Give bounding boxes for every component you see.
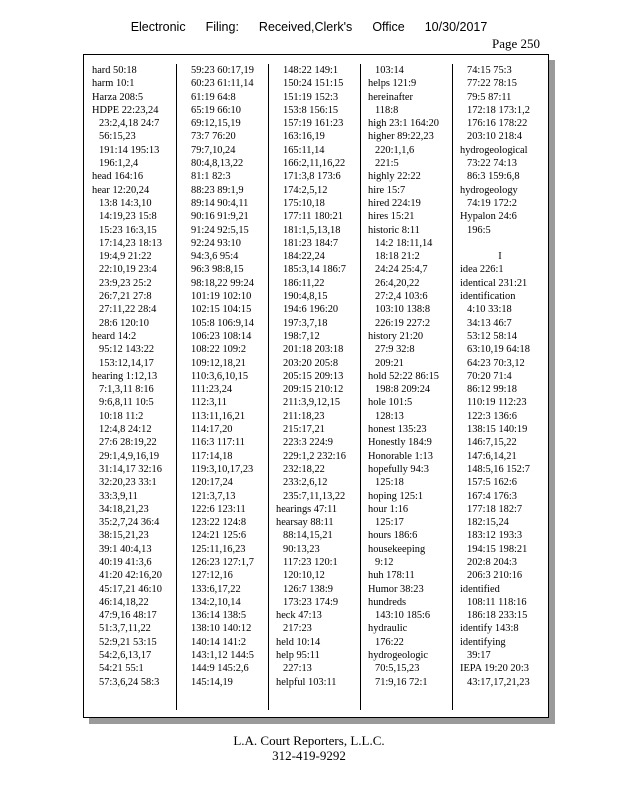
index-page-refs: 102:15 104:15 — [191, 304, 252, 316]
index-entry: higher 89:22,23 — [368, 131, 434, 143]
index-page-refs: 54:21 55:1 — [99, 663, 144, 675]
index-page-refs: 23:9,23 25:2 — [99, 277, 152, 289]
index-page-refs: 211:18,23 — [283, 410, 325, 422]
index-page-refs: 38:15,21,23 — [99, 530, 149, 542]
index-entry: helpful 103:11 — [276, 676, 337, 688]
index-page-refs: 186:11,22 — [283, 277, 325, 289]
index-page-refs: 191:14 195:13 — [99, 144, 160, 156]
index-entry: hole 101:5 — [368, 397, 413, 409]
index-entry: IEPA 19:20 20:3 — [460, 663, 529, 675]
index-column-3 — [273, 64, 361, 710]
index-page-refs: 73:22 74:13 — [467, 158, 517, 170]
index-entry: historic 8:11 — [368, 224, 420, 236]
index-page-refs: 201:18 203:18 — [283, 344, 344, 356]
index-page-refs: 211:3,9,12,15 — [283, 397, 341, 409]
index-page-refs: 43:17,17,21,23 — [467, 676, 530, 688]
index-entry: hearsay 88:11 — [276, 517, 334, 529]
index-page-refs: 33:3,9,11 — [99, 490, 138, 502]
index-page-refs: 79:5 87:11 — [467, 91, 512, 103]
index-page-refs: 32:20,23 33:1 — [99, 477, 157, 489]
index-entry: honest 135:23 — [368, 424, 427, 436]
index-page-refs: 209:21 — [375, 357, 404, 369]
index-page-refs: 110:19 112:23 — [467, 397, 527, 409]
index-page-refs: 22:10,19 23:4 — [99, 264, 157, 276]
index-entry: hydrogeologic — [368, 650, 429, 662]
index-page-refs: 14:19,23 15:8 — [99, 211, 157, 223]
index-page-refs: 194:6 196:20 — [283, 304, 339, 316]
index-column-2 — [181, 64, 269, 710]
index-page-refs: 96:3 98:8,15 — [191, 264, 244, 276]
index-entry: identifying — [460, 636, 506, 648]
index-page-refs: 103:14 — [375, 65, 404, 76]
index-page-refs: 125:18 — [375, 477, 404, 489]
index-entry: hours 186:6 — [368, 530, 418, 542]
index-entry: housekeeping — [368, 543, 426, 555]
index-page-refs: 79:7,10,24 — [191, 144, 236, 156]
index-page-refs: 174:2,5,12 — [283, 184, 328, 196]
index-page-refs: 128:13 — [375, 410, 404, 422]
index-page-refs: 134:2,10,14 — [191, 596, 241, 608]
index-page-refs: 26:4,20,22 — [375, 277, 420, 289]
index-page-refs: 63:10,19 64:18 — [467, 344, 530, 356]
index-page-refs: 226:19 227:2 — [375, 317, 431, 329]
index-page-refs: 205:15 209:13 — [283, 370, 344, 382]
header-electronic: Electronic — [130, 20, 186, 34]
index-page-refs: 4:10 33:18 — [467, 304, 512, 316]
header-filing: Filing: — [205, 20, 239, 34]
index-page-refs: 177:18 182:7 — [467, 503, 523, 515]
index-page-refs: 52:9,21 53:15 — [99, 636, 157, 648]
index-page-refs: 27:11,22 28:4 — [99, 304, 157, 316]
index-page-refs: 233:2,6,12 — [283, 477, 328, 489]
index-page-refs: 17:14,23 18:13 — [99, 237, 162, 249]
index-page-refs: 140:14 141:2 — [191, 636, 247, 648]
index-page-refs: 71:9,16 72:1 — [375, 676, 428, 688]
index-entry: identical 231:21 — [460, 277, 528, 289]
index-entry: harm 10:1 — [92, 78, 135, 90]
index-page-refs: 89:14 90:4,11 — [191, 197, 249, 209]
index-entry: huh 178:11 — [368, 570, 415, 582]
index-entry: Hypalon 24:6 — [460, 211, 517, 223]
index-page-refs: 56:15,23 — [99, 131, 136, 143]
index-page-refs: 9:12 — [375, 556, 394, 568]
section-letter: I — [498, 251, 502, 263]
index-page-refs: 196:5 — [467, 224, 491, 236]
index-entry: hydraulic — [368, 623, 408, 635]
index-entry: hoping 125:1 — [368, 490, 424, 502]
footer — [0, 733, 618, 763]
index-page-refs: 95:12 143:22 — [99, 344, 155, 356]
index-entry: history 21:20 — [368, 330, 424, 342]
index-page-refs: 23:2,4,18 24:7 — [99, 118, 160, 130]
index-entry: high 23:1 164:20 — [368, 118, 440, 130]
filing-stamp-header — [0, 20, 618, 34]
index-page-refs: 34:18,21,23 — [99, 503, 149, 515]
index-entry: highly 22:22 — [368, 171, 421, 183]
index-page-refs: 116:3 117:11 — [191, 437, 245, 449]
index-page-refs: 153:12,14,17 — [99, 357, 154, 369]
index-page-refs: 7:1,3,11 8:16 — [99, 384, 154, 396]
index-page-refs: 29:1,4,9,16,19 — [99, 450, 160, 462]
index-page-refs: 88:14,15,21 — [283, 530, 333, 542]
index-page-refs: 34:13 46:7 — [467, 317, 512, 329]
index-page-refs: 125:17 — [375, 517, 404, 529]
index-page-refs: 24:24 25:4,7 — [375, 264, 428, 276]
index-page-refs: 46:14,18,22 — [99, 596, 149, 608]
index-page-refs: 70:20 71:4 — [467, 370, 512, 382]
index-page-refs: 120:17,24 — [191, 477, 233, 489]
index-page-refs: 122:6 123:11 — [191, 503, 246, 515]
index-page-refs: 146:7,15,22 — [467, 437, 517, 449]
index-page-refs: 181:23 184:7 — [283, 237, 339, 249]
index-page-refs: 80:4,8,13,22 — [191, 158, 244, 170]
index-page-refs: 51:3,7,11,22 — [99, 623, 151, 635]
index-page-refs: 171:3,8 173:6 — [283, 171, 341, 183]
index-page-refs: 223:3 224:9 — [283, 437, 333, 449]
index-page-refs: 202:8 204:3 — [467, 556, 517, 568]
index-entry: hundreds — [368, 596, 407, 608]
index-page-refs: 176:22 — [375, 636, 404, 648]
index-page-refs: 18:18 21:2 — [375, 251, 420, 263]
index-page-refs: 47:9,16 48:17 — [99, 610, 157, 622]
word-index-box — [83, 54, 549, 718]
index-page-refs: 120:10,12 — [283, 570, 325, 582]
header-date: 10/30/2017 — [424, 20, 488, 34]
index-page-refs: 59:23 60:17,19 — [191, 65, 254, 76]
index-page-refs: 176:16 178:22 — [467, 118, 528, 130]
index-entry: hereinafter — [368, 91, 413, 103]
index-entry: hired 224:19 — [368, 197, 421, 209]
index-page-refs: 144:9 145:2,6 — [191, 663, 249, 675]
index-entry: hour 1:16 — [368, 503, 409, 515]
index-page-refs: 39:17 — [467, 650, 491, 662]
index-entry: hydrogeology — [460, 184, 518, 196]
index-entry: idea 226:1 — [460, 264, 504, 276]
index-page-refs: 94:3,6 95:4 — [191, 251, 239, 263]
index-page-refs: 153:8 156:15 — [283, 104, 339, 116]
index-page-refs: 121:3,7,13 — [191, 490, 236, 502]
index-page-refs: 103:10 138:8 — [375, 304, 431, 316]
index-entry: identification — [460, 291, 516, 303]
index-page-refs: 60:23 61:11,14 — [191, 78, 254, 90]
index-page-refs: 183:12 193:3 — [467, 530, 523, 542]
index-page-refs: 145:14,19 — [191, 676, 233, 688]
index-page-refs: 10:18 11:2 — [99, 410, 144, 422]
index-page-refs: 26:7,21 27:8 — [99, 291, 152, 303]
index-page-refs: 143:1,12 144:5 — [191, 650, 254, 662]
index-page-refs: 143:10 185:6 — [375, 610, 431, 622]
index-entry: held 10:14 — [276, 636, 321, 648]
index-page-refs: 74:19 172:2 — [467, 197, 517, 209]
index-page-refs: 86:12 99:18 — [467, 384, 517, 396]
index-page-refs: 117:14,18 — [191, 450, 233, 462]
index-page-refs: 203:20 205:8 — [283, 357, 339, 369]
index-page-refs: 113:11,16,21 — [191, 410, 246, 422]
index-page-refs: 227:13 — [283, 663, 312, 675]
index-page-refs: 182:15,24 — [467, 517, 509, 529]
index-page-refs: 235:7,11,13,22 — [283, 490, 346, 502]
index-page-refs: 148:22 149:1 — [283, 65, 339, 76]
index-page-refs: 185:3,14 186:7 — [283, 264, 346, 276]
index-page-refs: 106:23 108:14 — [191, 330, 252, 342]
index-page-refs: 101:19 102:10 — [191, 291, 252, 303]
index-page-refs: 27:6 28:19,22 — [99, 437, 157, 449]
index-page-refs: 14:2 18:11,14 — [375, 237, 433, 249]
index-page-refs: 45:17,21 46:10 — [99, 583, 162, 595]
index-page-refs: 40:19 41:3,6 — [99, 556, 152, 568]
index-entry: hire 15:7 — [368, 184, 406, 196]
index-page-refs: 147:6,14,21 — [467, 450, 517, 462]
index-entry: Honestly 184:9 — [368, 437, 432, 449]
index-page-refs: 122:3 136:6 — [467, 410, 517, 422]
index-page-refs: 196:1,2,4 — [99, 158, 139, 170]
header-office: Office — [372, 20, 405, 34]
index-page-refs: 167:4 176:3 — [467, 490, 517, 502]
court-reporter-phone: 312-419-9292 — [272, 748, 346, 763]
index-entry: hold 52:22 86:15 — [368, 370, 440, 382]
index-page-refs: 90:13,23 — [283, 543, 320, 555]
index-page-refs: 209:15 210:12 — [283, 384, 344, 396]
index-entry: Humor 38:23 — [368, 583, 424, 595]
index-page-refs: 70:5,15,23 — [375, 663, 420, 675]
index-page-refs: 109:12,18,21 — [191, 357, 246, 369]
index-entry: hydrogeological — [460, 144, 528, 156]
index-page-refs: 138:10 140:12 — [191, 623, 252, 635]
index-page-refs: 112:3,11 — [191, 397, 227, 409]
index-page-refs: 203:10 218:4 — [467, 131, 523, 143]
index-entry: heck 47:13 — [276, 610, 322, 622]
index-page-refs: 186:18 233:15 — [467, 610, 528, 622]
index-page-refs: 165:11,14 — [283, 144, 325, 156]
index-page-refs: 197:3,7,18 — [283, 317, 328, 329]
index-page-refs: 173:23 174:9 — [283, 596, 339, 608]
index-page-refs: 81:1 82:3 — [191, 171, 231, 183]
index-page-refs: 123:22 124:8 — [191, 517, 247, 529]
index-entry: HDPE 22:23,24 — [92, 104, 159, 116]
index-column-1 — [89, 64, 177, 710]
index-page-refs: 15:23 16:3,15 — [99, 224, 157, 236]
index-page-refs: 215:17,21 — [283, 424, 325, 436]
index-page-refs: 150:24 151:15 — [283, 78, 344, 90]
index-page-refs: 35:2,7,24 36:4 — [99, 517, 160, 529]
index-page-refs: 54:2,6,13,17 — [99, 650, 152, 662]
index-page-refs: 181:1,5,13,18 — [283, 224, 341, 236]
index-page-refs: 73:7 76:20 — [191, 131, 236, 143]
index-page-refs: 126:23 127:1,7 — [191, 556, 254, 568]
index-entry: Honorable 1:13 — [368, 450, 433, 462]
index-page-refs: 27:2,4 103:6 — [375, 291, 428, 303]
index-page-refs: 119:3,10,17,23 — [191, 463, 254, 475]
index-page-refs: 157:5 162:6 — [467, 477, 517, 489]
index-page-refs: 9:6,8,11 10:5 — [99, 397, 154, 409]
index-page-refs: 110:3,6,10,15 — [191, 370, 249, 382]
index-page-refs: 172:18 173:1,2 — [467, 104, 530, 116]
index-page-refs: 61:19 64:8 — [191, 91, 236, 103]
index-page-refs: 31:14,17 32:16 — [99, 463, 162, 475]
index-page-refs: 220:1,1,6 — [375, 144, 415, 156]
index-page-refs: 98:18,22 99:24 — [191, 277, 254, 289]
page-number: Page 250 — [492, 36, 541, 51]
index-page-refs: 190:4,8,15 — [283, 291, 328, 303]
index-page-refs: 90:16 91:9,21 — [191, 211, 249, 223]
index-page-refs: 64:23 70:3,12 — [467, 357, 525, 369]
index-page-refs: 86:3 159:6,8 — [467, 171, 520, 183]
index-page-refs: 91:24 92:5,15 — [191, 224, 249, 236]
index-page-refs: 221:5 — [375, 158, 399, 170]
index-entry: Harza 208:5 — [92, 91, 144, 103]
index-page-refs: 65:19 66:10 — [191, 104, 241, 116]
index-page-refs: 136:14 138:5 — [191, 610, 247, 622]
index-page-refs: 92:24 93:10 — [191, 237, 241, 249]
index-column-5 — [457, 64, 546, 710]
index-entry: hopefully 94:3 — [368, 463, 429, 475]
index-page-refs: 184:22,24 — [283, 251, 325, 263]
index-page-refs: 163:16,19 — [283, 131, 325, 143]
index-page-refs: 133:6,17,22 — [191, 583, 241, 595]
index-page-refs: 108:11 118:16 — [467, 596, 527, 608]
index-page-refs: 157:19 161:23 — [283, 118, 344, 130]
index-page-refs: 114:17,20 — [191, 424, 233, 436]
index-page-refs: 27:9 32:8 — [375, 344, 415, 356]
index-page-refs: 57:3,6,24 58:3 — [99, 676, 160, 688]
index-page-refs: 74:15 75:3 — [467, 65, 512, 76]
index-page-refs: 217:23 — [283, 623, 312, 635]
index-page-refs: 28:6 120:10 — [99, 317, 149, 329]
index-page-refs: 229:1,2 232:16 — [283, 450, 346, 462]
header-received-clerks: Received,Clerk's — [258, 20, 353, 34]
index-page-refs: 53:12 58:14 — [467, 330, 517, 342]
index-page-refs: 138:15 140:19 — [467, 424, 528, 436]
index-page-refs: 127:12,16 — [191, 570, 233, 582]
index-page-refs: 198:8 209:24 — [375, 384, 431, 396]
index-page-refs: 124:21 125:6 — [191, 530, 247, 542]
index-entry: identify 143:8 — [460, 623, 519, 635]
index-page-refs: 175:10,18 — [283, 197, 325, 209]
index-page-refs: 194:15 198:21 — [467, 543, 528, 555]
index-entry: hearing 1:12,13 — [92, 370, 158, 382]
index-column-4 — [365, 64, 453, 710]
index-page-refs: 177:11 180:21 — [283, 211, 343, 223]
index-page-refs: 13:8 14:3,10 — [99, 197, 152, 209]
index-page-refs: 118:8 — [375, 104, 399, 116]
index-page-refs: 111:23,24 — [191, 384, 233, 396]
index-page-refs: 19:4,9 21:22 — [99, 251, 152, 263]
index-page-refs: 198:7,12 — [283, 330, 320, 342]
index-entry: hard 50:18 — [92, 65, 137, 76]
index-page-refs: 166:2,11,16,22 — [283, 158, 346, 170]
index-entry: helps 121:9 — [368, 78, 417, 90]
index-page-refs: 39:1 40:4,13 — [99, 543, 152, 555]
index-page-refs: 151:19 152:3 — [283, 91, 339, 103]
index-page-refs: 126:7 138:9 — [283, 583, 333, 595]
index-page-refs: 125:11,16,23 — [191, 543, 246, 555]
index-entry: help 95:11 — [276, 650, 320, 662]
index-page-refs: 12:4,8 24:12 — [99, 424, 152, 436]
court-reporter-name: L.A. Court Reporters, L.L.C. — [233, 733, 385, 748]
index-entry — [460, 237, 546, 250]
index-page-refs: 206:3 210:16 — [467, 570, 523, 582]
index-page-refs: 88:23 89:1,9 — [191, 184, 244, 196]
index-entry: hear 12:20,24 — [92, 184, 150, 196]
index-page-refs: 77:22 78:15 — [467, 78, 517, 90]
index-entry: heard 14:2 — [92, 330, 137, 342]
index-entry: hearings 47:11 — [276, 503, 338, 515]
index-entry: hires 15:21 — [368, 211, 415, 223]
index-page-refs: 105:8 106:9,14 — [191, 317, 254, 329]
index-page-refs: 148:5,16 152:7 — [467, 463, 530, 475]
index-entry: head 164:16 — [92, 171, 144, 183]
index-page-refs: 69:12,15,19 — [191, 118, 241, 130]
index-page-refs: 117:23 120:1 — [283, 556, 338, 568]
index-page-refs: 108:22 109:2 — [191, 344, 247, 356]
index-page-refs: 41:20 42:16,20 — [99, 570, 162, 582]
index-page-refs: 232:18,22 — [283, 463, 325, 475]
index-entry: identified — [460, 583, 500, 595]
